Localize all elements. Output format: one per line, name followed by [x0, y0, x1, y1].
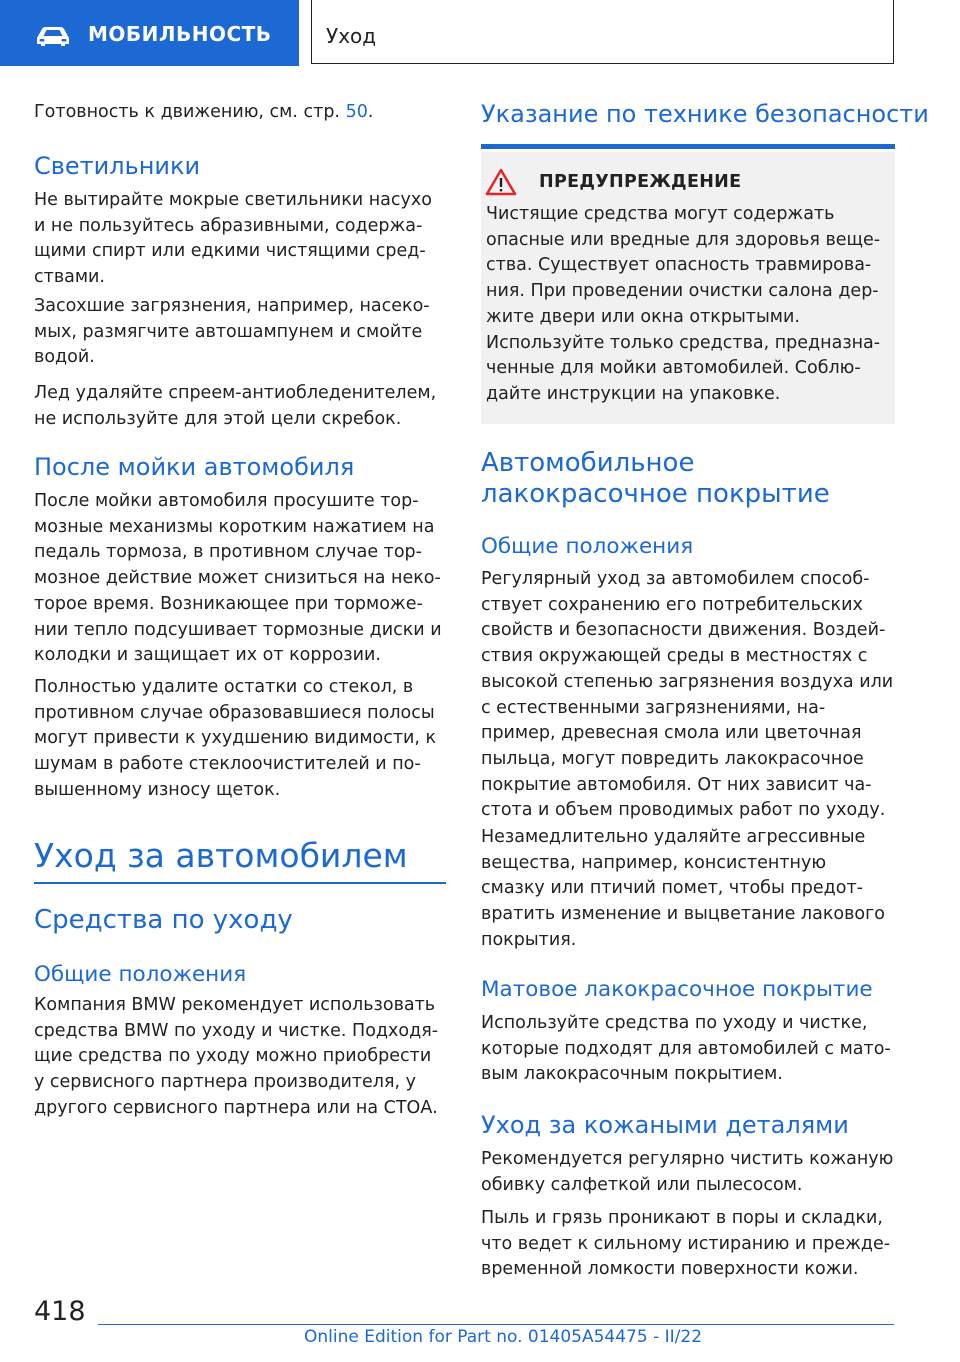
- general-heading: Общие положения: [34, 962, 247, 987]
- matte-heading: Матовое лакокрасочное покрытие: [481, 977, 873, 1002]
- footer-edition: Online Edition for Part no. 01405A54475 - II/22: [304, 1327, 703, 1347]
- after-wash-paragraph-1: После мойки автомобиля просушите тор-мозные механизмы коротким нажатием на педаль тормоза, в противном случае тор-мозное действие может снизиться на неко-торое время. Возникающее при торможе-нии тепло подсушивает тормозные диски и колодки и защищает их от коррозии.: [34, 491, 442, 666]
- after-wash-heading: После мойки автомобиля: [34, 453, 355, 481]
- matte-paragraph: Используйте средства по уходу и чистке, которые подходят для автомобилей с мато-вым лакокрасочным покрытием.: [481, 1013, 891, 1085]
- care-heading: Уход за автомобилем: [34, 836, 408, 875]
- page-title: Уход: [326, 24, 377, 48]
- products-heading: Средства по уходу: [34, 905, 293, 935]
- page-link[interactable]: 50: [345, 102, 368, 122]
- paint-paragraph-1: Регулярный уход за автомобилем способ-ствует сохранению его потребительских свойств и безопасности движения. Воздей-ствия окружающей среды в местностях с высокой степенью загрязнения воздуха или с естественными загрязнениями, на-пример, древесная смола или цветочная пыльца, могут повредить лакокрасочное покрытие автомобиля. От них зависит ча-стота и объем проводимых работ по уходу.: [481, 569, 894, 821]
- footer-rule: [98, 1324, 894, 1325]
- intro-text: [34, 100, 446, 126]
- lights-heading: Светильники: [34, 152, 201, 180]
- leather-paragraph-1: Рекомендуется регулярно чистить кожаную обивку салфеткой или пылесосом.: [481, 1149, 894, 1195]
- page-number: 418: [34, 1296, 86, 1327]
- after-wash-paragraph-2: Полностью удалите остатки со стекол, в противном случае образовавшиеся полосы могут привести к ухудшению видимости, к шумам в работе стеклоочистителей и по-вышенному износу щеток.: [34, 677, 437, 800]
- lights-paragraph-1: Не вытирайте мокрые светильники насухо и не пользуйтесь абразивными, содержа-щими спирт или едкими чистящими сред-ствами.: [34, 190, 432, 288]
- intro-suffix: .: [367, 102, 374, 122]
- car-icon: [34, 24, 72, 48]
- paint-paragraph-2: Незамедлительно удаляйте агрессивные вещества, например, консистентную смазку или птичий помет, чтобы предот-вратить изменение и выцветание лакового покрытия.: [481, 827, 886, 950]
- warning-title: ПРЕДУПРЕЖДЕНИЕ: [539, 172, 742, 192]
- lights-paragraph-2: Засохшие загрязнения, например, насеко-мых, размягчите автошампунем и смойте водой.: [34, 296, 430, 368]
- safety-heading: Указание по технике безопасности: [481, 100, 929, 128]
- heading-rule: [34, 882, 446, 884]
- section-tab: [0, 0, 299, 66]
- warning-box: [481, 152, 895, 424]
- paint-general-heading: Общие положения: [481, 534, 694, 559]
- warning-text: Чистящие средства могут содержать опасные или вредные для здоровья веще-ства. Существует опасность травмирова-ния. При проведении очистки салона дер-жите двери или окна открытыми. Используйте только средства, предназна-ченные для мойки автомобилей. Соблю-дайте инструкции на упаковке.: [486, 204, 881, 404]
- paint-heading: Автомобильное лакокрасочное покрытие: [481, 448, 830, 509]
- warning-triangle-icon: [485, 168, 517, 196]
- leather-paragraph-2: Пыль и грязь проникают в поры и складки, что ведет к сильному истиранию и прежде-временной ломкости поверхности кожи.: [481, 1208, 891, 1280]
- safety-rule: [481, 144, 895, 149]
- intro-prefix: Готовность к движению, см. стр.: [34, 102, 340, 122]
- section-title: МОБИЛЬНОСТЬ: [88, 22, 272, 46]
- lights-paragraph-3: Лед удаляйте спреем-антиобледенителем, не используйте для этой цели скребок.: [34, 383, 437, 429]
- page-header: [311, 0, 894, 64]
- general-paragraph: Компания BMW рекомендует использовать средства BMW по уходу и чистке. Подходя-щие средства по уходу можно приобрести у сервисного партнера производителя, у другого сервисного партнера или на СТОА.: [34, 995, 439, 1118]
- leather-heading: Уход за кожаными деталями: [481, 1111, 849, 1139]
